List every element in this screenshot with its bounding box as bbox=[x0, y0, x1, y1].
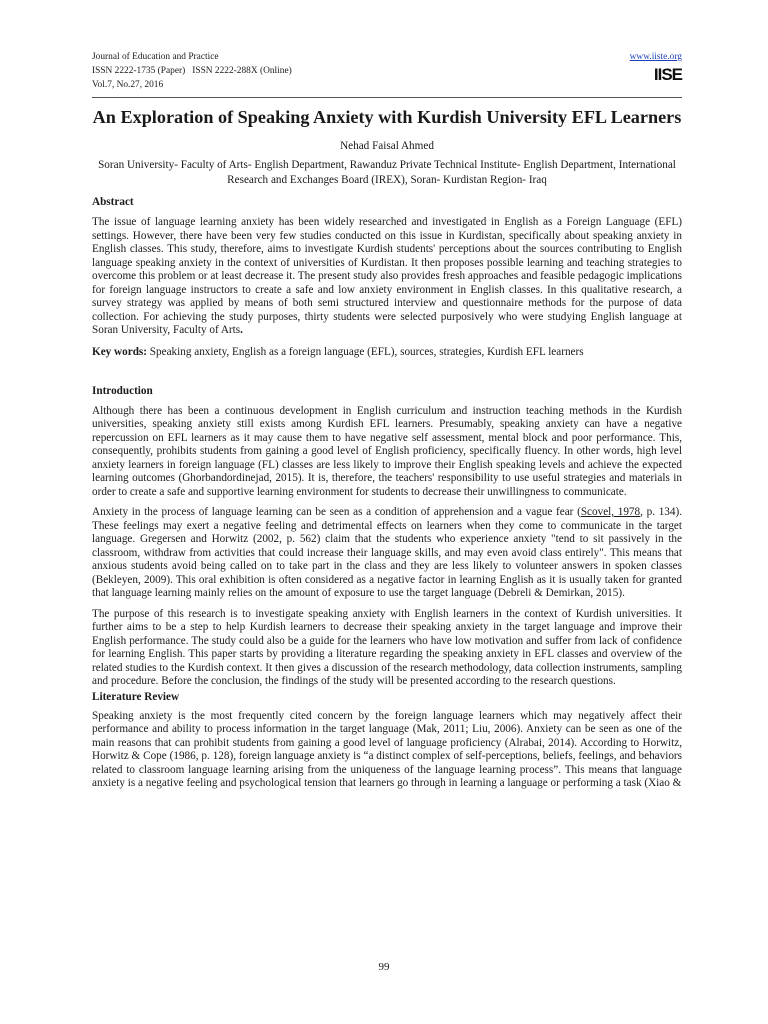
p2-rest: , p. 134). These feelings may exert a negative feeling and detrimental effects on learners when they come to communicate in the target language. Gregersen and Horwitz (2002, p. 562) claim that the students who experience anxiety "tend to sit passively in the classroom, withdraw from activities that could increase their language skills, and may even avoid class entirely". This means that anxious students avoid being called on to take part in the class and they are less likely to volunteer answers in spoken classes (Bekleyen, 2009). This oral exhibition is often considered as a negative factor in learning English as it is usually taken for granted that language learning mainly relies on the amount of exposure to use the target language (Debreli & Demirkan, 2015). bbox=[92, 506, 682, 599]
journal-name: Journal of Education and Practice bbox=[92, 52, 219, 62]
abstract-body: The issue of language learning anxiety has been widely researched and investigated in English as a Foreign Language (EFL) settings. However, there have been very few studies conducted on this issue in Kurdistan, specifically about speaking anxiety in English classes. This study, therefore, aims to investigate Kurdish students' perceptions about the sources contributing to English language speaking anxiety in the context of universities of Kurdistan. It then proposes possible learning and teaching strategies to overcome this problem or at least decrease it. The present study also provides fresh approaches and feasible pedagogic implications for foreign language instructors to create a safe and low anxiety environment in English classes. In this qualitative research, a survey strategy was applied by means of both semi structured interview and questionnaire methods for the purpose of data collection. For achieving the study purposes, thirty students were selected purposively who were studying English language at Soran University, Faculty of Arts bbox=[92, 216, 682, 336]
literature-paragraph-1: Speaking anxiety is the most frequently cited concern by the foreign language learners which may negatively affect their performance and ability to process information in the target language (Mak, 2011; Liu, 2006). Anxiety can be seen as one of the main reasons that can prohibit students from gaining a good level of language proficiency (Alrabai, 2014). According to Horwitz, Horwitz & Cope (1986, p. 128), foreign language anxiety is “a distinct complex of self-perceptions, beliefs, feelings, and behaviors related to classroom language learning arising from the uniqueness of the language learning process”. This means that language anxiety is a negative feeling and psychological tension that learners go through in learning a language or performing a task (Xiao & bbox=[92, 709, 682, 789]
author-name: Nehad Faisal Ahmed bbox=[340, 140, 434, 152]
introduction-paragraph-1: Although there has been a continuous development in English curriculum and instruction teaching methods in the Kurdish universities, speaking anxiety still exists among Kurdish EFL learners. Presumably, speaking anxiety can have a negative repercussion on EFL learners as it may cause them to have negative self assessment, mental block and poor performance. This, consequently, prohibits students from gaining a good level of English proficiency, specifically fluency. In other words, high level anxiety learners in foreign language (FL) classes are less likely to improve their English speaking levels and achieve the expected learning outcomes (Ghorbandordinejad, 2015). It is, therefore, the teachers' responsibility to use useful strategies and materials in order to create a safe and supportive learning environment for students to decrease their unwillingness to communicate. bbox=[92, 404, 682, 498]
page-number: 99 bbox=[378, 961, 390, 973]
abstract-heading: Abstract bbox=[92, 196, 134, 208]
scovel-citation-link[interactable]: Scovel, 1978 bbox=[580, 506, 641, 518]
iiste-logo: IISE bbox=[653, 65, 682, 84]
paper-body bbox=[92, 106, 682, 791]
introduction-paragraph-2 bbox=[92, 506, 682, 601]
keywords-label: Key words: bbox=[92, 345, 147, 358]
abstract-text bbox=[92, 216, 682, 338]
p2-start: Anxiety in the process of language learning can be seen as a condition of apprehension and a vague fear ( bbox=[92, 506, 581, 518]
journal-issn: ISSN 2222-1735 (Paper) ISSN 2222-288X (Online) bbox=[92, 66, 292, 76]
journal-brand bbox=[630, 50, 682, 85]
abstract-end: . bbox=[240, 324, 243, 336]
introduction-heading: Introduction bbox=[92, 384, 153, 397]
header-rule bbox=[92, 97, 682, 98]
keywords-text: Speaking anxiety, English as a foreign language (EFL), sources, strategies, Kurdish EFL learners bbox=[147, 345, 584, 358]
introduction-paragraph-3: The purpose of this research is to investigate speaking anxiety with English learners in the context of Kurdish universities. It further aims to be a step to help Kurdish learners to decrease their speaking anxiety in the target language and improve their English performance. The study could also be a guide for the learners who have low motivation and suffer from lack of confidence for learning English. This paper starts by providing a literature regarding the speaking anxiety in EFL classes and overview of the related studies to the Kurdish context. It then gives a discussion of the research methodology, data collection instruments, sampling and procedure. Before the conclusion, the findings of the study will be presented according to the research questions. bbox=[92, 607, 682, 687]
paper-title: An Exploration of Speaking Anxiety with Kurdish University EFL Learners bbox=[92, 107, 682, 127]
keywords bbox=[92, 345, 682, 359]
author-affiliation: Soran University- Faculty of Arts- English Department, Rawanduz Private Technical Institute- English Department, International Research and Exchanges Board (IREX), Soran- Kurdistan Region- Iraq bbox=[98, 159, 676, 186]
journal-url-link[interactable]: www.iiste.org bbox=[629, 52, 682, 62]
journal-header bbox=[92, 50, 682, 96]
journal-info bbox=[92, 50, 682, 92]
journal-volume: Vol.7, No.27, 2016 bbox=[92, 80, 164, 90]
literature-review-heading: Literature Review bbox=[92, 690, 180, 703]
